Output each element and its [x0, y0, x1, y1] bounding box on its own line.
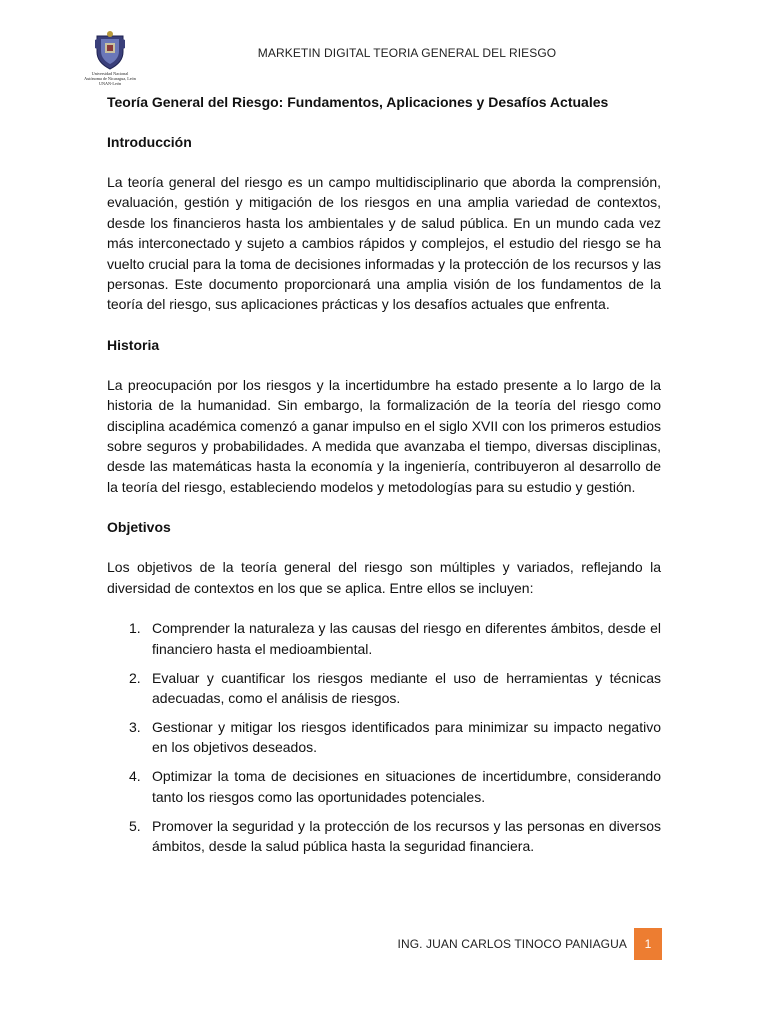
list-item-number: 3. [129, 718, 141, 735]
list-item-text: Evaluar y cuantificar los riesgos mediante el uso de herramientas y técnicas adecuadas, como el análisis de riesgos. [152, 669, 661, 706]
list-item-number: 5. [129, 817, 141, 834]
list-item-text: Gestionar y mitigar los riesgos identificados para minimizar su impacto negativo en los objetivos deseados. [152, 718, 661, 756]
document-title: Teoría General del Riesgo: Fundamentos, Aplicaciones y Desafíos Actuales [107, 94, 609, 110]
section-heading-introduccion: Introducción [107, 134, 192, 150]
list-item-number: 2. [129, 669, 141, 686]
list-item [107, 766, 661, 807]
header-title: MARKETIN DIGITAL TEORIA GENERAL DEL RIESGO [257, 46, 557, 60]
list-item-text: Optimizar la toma de decisiones en situaciones de incertidumbre, considerando tanto los riesgos como las oportunidades potenciales. [152, 768, 661, 805]
list-item-number: 4. [129, 768, 141, 785]
paragraph-historia: La preocupación por los riesgos y la incertidumbre ha estado presente a lo largo de la historia de la humanidad. Sin embargo, la formalización de la teoría del riesgo como disciplina académica comenzó a ganar impulso en el siglo XVII con los primeros estudios sobre seguros y probabilidades. A medida que avanzaba el tiempo, diversas disciplinas, desde las matemáticas hasta la economía y la ingeniería, contribuyeron al desarrollo de la teoría del riesgo, estableciendo modelos y metodologías para su estudio y gestión. [107, 376, 661, 495]
list-item [107, 618, 661, 659]
page-number: 1 [644, 937, 652, 951]
page-number-badge [634, 928, 662, 960]
list-item-text: Promover la seguridad y la protección de los recursos y las personas en diversos ámbitos, desde la salud pública hasta la seguridad financiera. [152, 817, 661, 855]
list-item-number: 1. [129, 620, 141, 637]
university-logo [76, 30, 144, 100]
list-item [107, 668, 661, 709]
list-item-text: Comprender la naturaleza y las causas del riesgo en diferentes ámbitos, desde el financiero hasta el medioambiental. [152, 620, 661, 657]
list-item [107, 717, 661, 758]
footer-author: ING. JUAN CARLOS TINOCO PANIAGUA [397, 937, 627, 951]
section-heading-historia: Historia [107, 336, 160, 353]
objectives-list [107, 618, 661, 856]
list-item [107, 816, 661, 857]
university-name-line1: Universidad Nacional [91, 71, 129, 76]
paragraph-introduccion: La teoría general del riesgo es un campo multidisciplinario que aborda la comprensión, evaluación, gestión y mitigación de los riesgos en una amplia variedad de contextos, desde los financieros hasta los ambientales y de salud pública. En un mundo cada vez más interconectado y sujeto a cambios rápidos y complejos, el estudio del riesgo se ha vuelto crucial para la toma de decisiones informadas y la protección de los recursos y las personas. Este documento proporcionará una amplia visión de los fundamentos de la teoría del riesgo, sus aplicaciones prácticas y los desafíos actuales que enfrenta. [107, 174, 661, 313]
university-name-line2: Autónoma de Nicaragua, León [84, 76, 136, 81]
paragraph-objetivos: Los objetivos de la teoría general del riesgo son múltiples y variados, reflejando la diversidad de contextos en los que se aplica. Entre ellos se incluyen: [107, 559, 661, 596]
university-name [84, 71, 136, 86]
document-body [107, 92, 661, 865]
section-heading-objetivos: Objetivos [107, 519, 171, 536]
university-name-line3: UNAN-León [98, 81, 122, 86]
